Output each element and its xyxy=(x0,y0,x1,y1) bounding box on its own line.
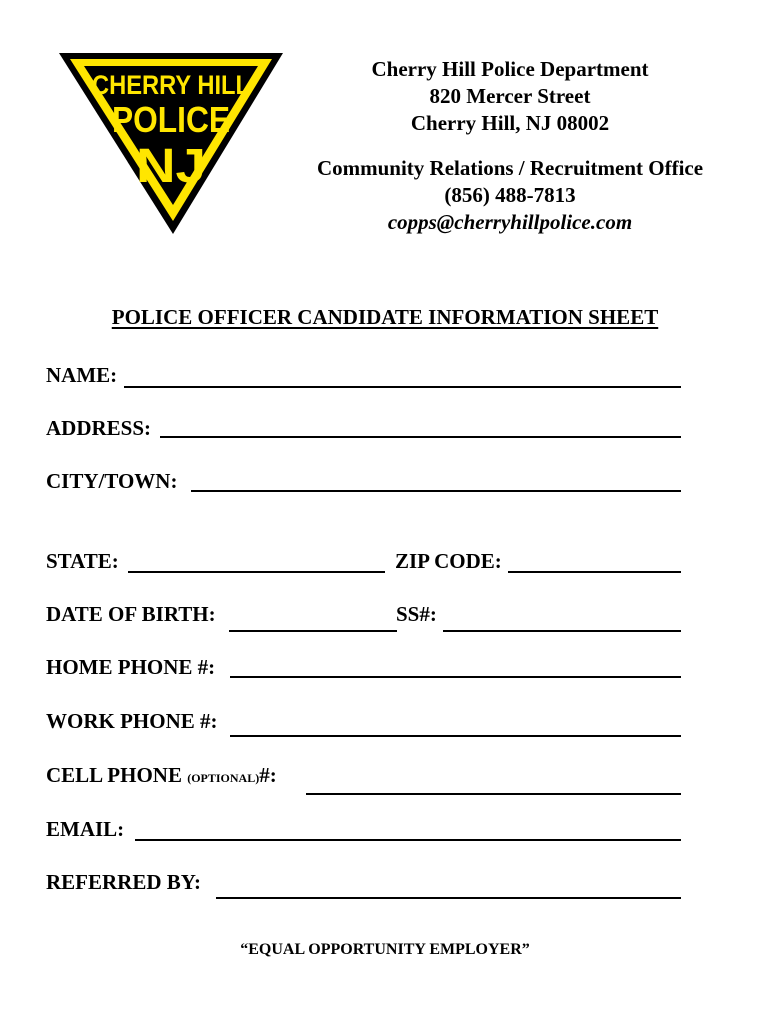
office-phone: (856) 488-7813 xyxy=(444,183,576,207)
address-field[interactable] xyxy=(160,436,681,438)
work-phone-label: WORK PHONE #: xyxy=(46,709,218,733)
address-label: ADDRESS: xyxy=(46,416,152,440)
city-town-field[interactable] xyxy=(191,490,681,492)
referred-by-field[interactable] xyxy=(216,897,681,899)
cell-phone-optional: (OPTIONAL) xyxy=(187,771,260,785)
department-name: Cherry Hill Police Department xyxy=(371,57,649,81)
home-phone-field[interactable] xyxy=(230,676,681,678)
city-town-label: CITY/TOWN: xyxy=(46,469,178,493)
ss-field[interactable] xyxy=(443,630,681,632)
equal-opportunity-footer: “EQUAL OPPORTUNITY EMPLOYER” xyxy=(240,941,530,958)
badge-text-cherry-hill: CHERRY HILL xyxy=(92,70,250,100)
office-name: Community Relations / Recruitment Office xyxy=(316,156,704,180)
zip-code-field[interactable] xyxy=(508,571,681,573)
police-badge-logo xyxy=(56,50,286,238)
name-field[interactable] xyxy=(124,386,681,388)
department-street: 820 Mercer Street xyxy=(429,84,591,108)
office-email: copps@cherryhillpolice.com xyxy=(387,210,633,234)
cell-phone-text: CELL PHONE xyxy=(46,763,182,787)
ss-label: SS#: xyxy=(396,602,437,626)
cell-phone-hash: #: xyxy=(259,763,277,787)
email-field[interactable] xyxy=(135,839,681,841)
name-label: NAME: xyxy=(46,363,118,387)
department-header xyxy=(290,56,730,236)
department-city: Cherry Hill, NJ 08002 xyxy=(410,111,610,135)
zip-code-label: ZIP CODE: xyxy=(395,549,502,573)
date-of-birth-field[interactable] xyxy=(229,630,397,632)
cell-phone-field[interactable] xyxy=(306,793,681,795)
form-title: POLICE OFFICER CANDIDATE INFORMATION SHEET xyxy=(111,305,659,329)
cell-phone-label xyxy=(46,762,277,791)
home-phone-label: HOME PHONE #: xyxy=(46,655,216,679)
referred-by-label: REFERRED BY: xyxy=(46,870,201,894)
badge-text-police: POLICE xyxy=(112,99,230,140)
state-field[interactable] xyxy=(128,571,385,573)
email-label: EMAIL: xyxy=(46,817,125,841)
badge-text-nj: NJ xyxy=(136,140,206,193)
date-of-birth-label: DATE OF BIRTH: xyxy=(46,602,216,626)
work-phone-field[interactable] xyxy=(230,735,681,737)
state-label: STATE: xyxy=(46,549,119,573)
